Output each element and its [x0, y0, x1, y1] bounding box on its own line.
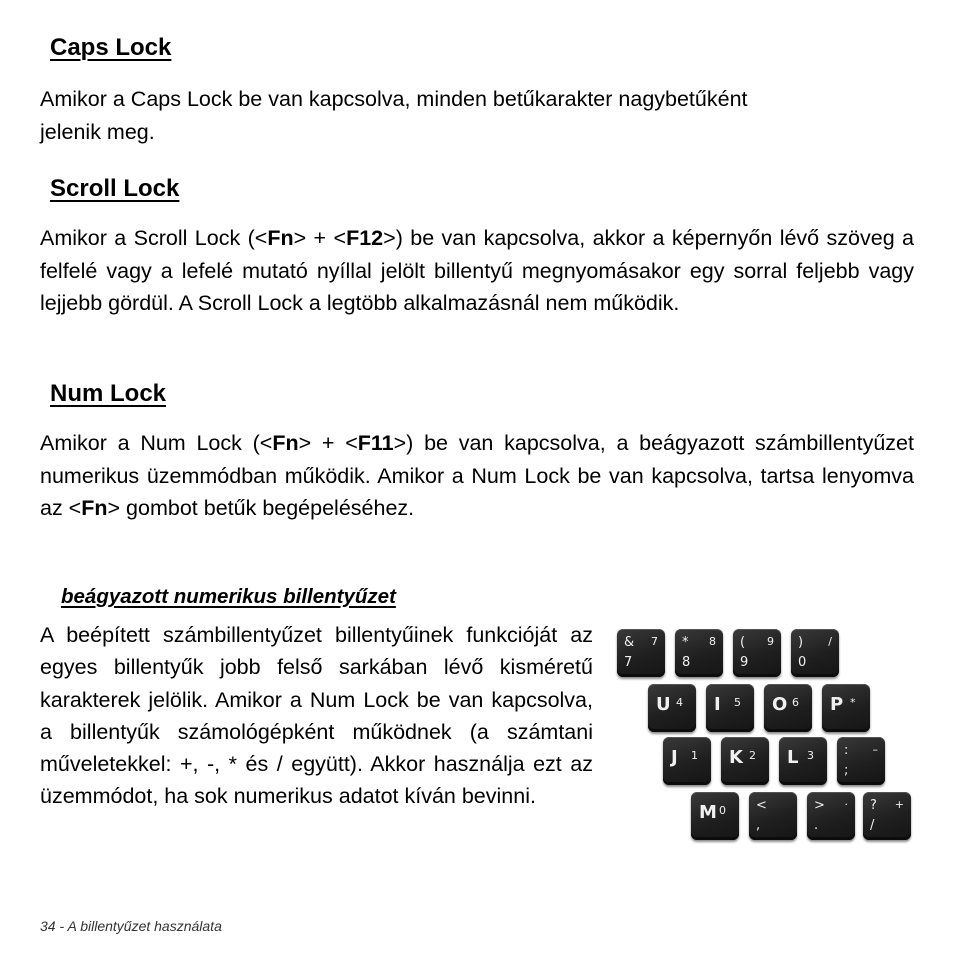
embedded-keypad-image — [617, 627, 912, 842]
fn-key-label: Fn — [267, 226, 294, 250]
num-lock-heading: Num Lock — [50, 380, 167, 407]
scroll-lock-heading: Scroll Lock — [50, 175, 180, 202]
key-m: M 0 — [691, 792, 739, 840]
key-8: * 8 8 — [675, 629, 723, 677]
f11-key-label: F11 — [357, 431, 394, 455]
embedded-keypad-text: A beépített számbillentyűzet billentyűinek funkcióját az egyes billentyűk jobb felső sarkában lévő kisméretű karakterek jelölik. Amikor a Num Lock be van kapcsolva, a billentyűk számológépként működnek (a számtani műveletekkel: +, -, * és / együtt). Akkor használja ezt az üzemmódot, ha sok numerikus adatot kíván bevinni. — [40, 623, 593, 809]
key-9: ( 9 9 — [733, 629, 781, 677]
key-comma: < , — [749, 792, 797, 840]
key-period: > · . — [807, 792, 855, 840]
key-p: P * — [822, 684, 870, 732]
key-i: I 5 — [706, 684, 754, 732]
fn-key-label: Fn — [81, 496, 108, 521]
key-7: & 7 7 — [617, 629, 665, 677]
key-l: L 3 — [779, 737, 827, 785]
f12-key-label: F12 — [346, 226, 384, 250]
caps-lock-heading: Caps Lock — [50, 34, 172, 61]
caps-lock-text: Amikor a Caps Lock be van kapcsolva, minden betűkarakter nagybetűként jelenik meg. — [40, 87, 748, 144]
key-k: K 2 — [721, 737, 769, 785]
key-slash: ? + / — [863, 792, 911, 840]
page-footer: 34 - A billentyűzet használata — [40, 918, 222, 934]
embedded-keypad-heading: beágyazott numerikus billentyűzet — [61, 585, 396, 608]
scroll-lock-text: Amikor a Scroll Lock (<Fn> + <F12>) be van kapcsolva, akkor a képernyőn lévő szöveg a felfelé vagy a lefelé mutató nyíllal jelölt billentyű megnyomásakor egy sorral feljebb vagy lejjebb gördül. A Scroll Lock a legtöbb alkalmazásnál nem működik. — [40, 226, 915, 316]
fn-key-label: Fn — [272, 431, 299, 455]
key-j: J 1 — [663, 737, 711, 785]
num-lock-text: Amikor a Num Lock (<Fn> + <F11>) be van kapcsolva, a beágyazott számbillentyűzet numerikus üzemmódban működik. Amikor a Num Lock be van kapcsolva, tartsa lenyomva az <Fn> gombot betűk begépeléséhez. — [40, 431, 914, 521]
key-o: O 6 — [764, 684, 812, 732]
key-u: U 4 — [648, 684, 696, 732]
key-0: ) / 0 — [791, 629, 839, 677]
key-semicolon: : – ; — [837, 737, 885, 785]
